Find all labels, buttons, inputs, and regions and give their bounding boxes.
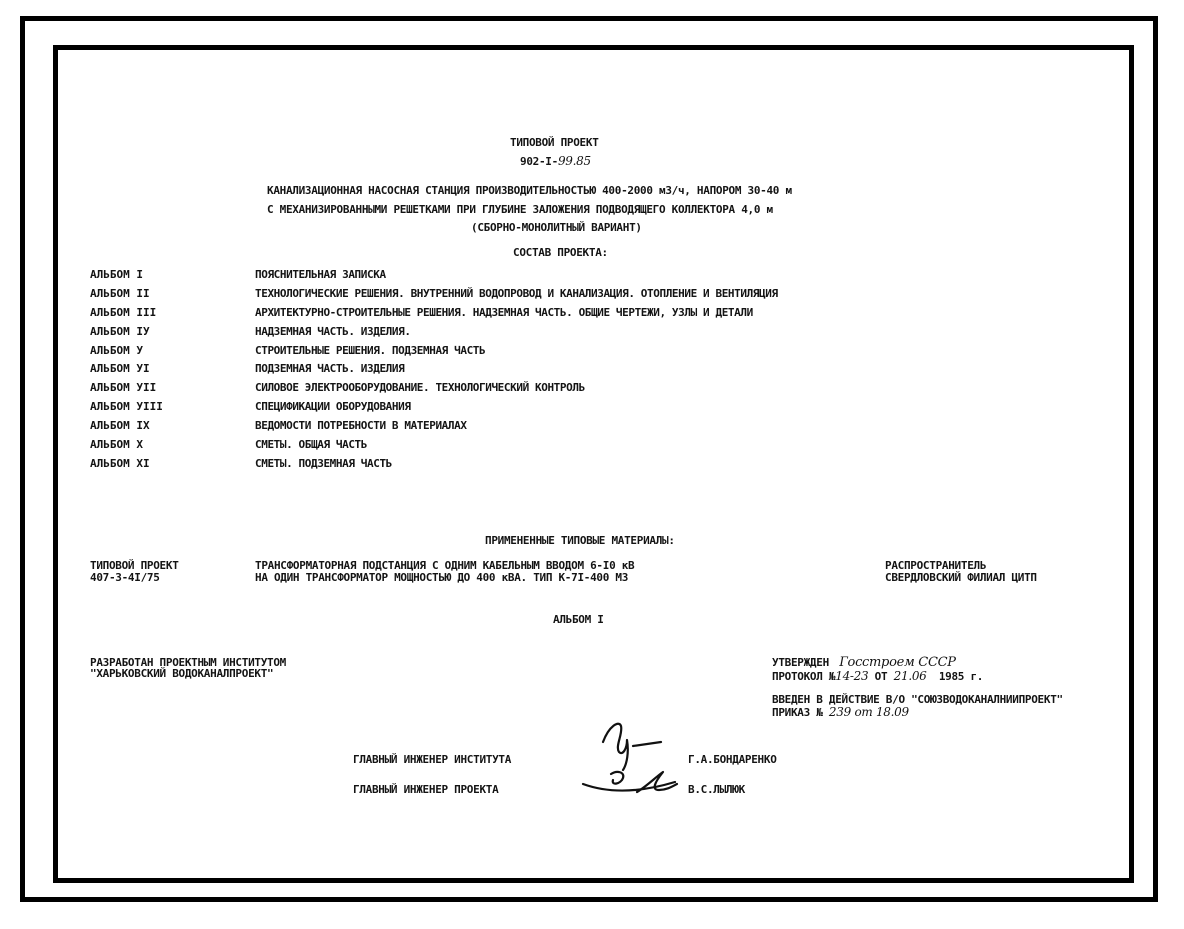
album-label: АЛЬБОМ X	[90, 438, 143, 452]
project-number-handwritten: 99.85	[557, 154, 591, 168]
distributor-line-2: СВЕРДЛОВСКИЙ ФИЛИАЛ ЦИТП	[885, 571, 1037, 584]
approved-by-handwritten: Госстроем СССР	[839, 655, 956, 670]
protocol-line	[772, 670, 983, 682]
order-label: ПРИКАЗ №	[772, 706, 823, 719]
album-label: АЛЬБОМ УII	[90, 381, 157, 395]
approved-line	[772, 656, 956, 669]
album-description: СПЕЦИФИКАЦИИ ОБОРУДОВАНИЯ	[255, 400, 411, 414]
developer-block	[90, 657, 286, 679]
protocol-number-handwritten: 14-23	[835, 669, 869, 683]
album-label: АЛЬБОМ УIII	[90, 400, 163, 414]
protocol-date-handwritten: 21.06	[893, 669, 927, 683]
album-description: ПОДЗЕМНАЯ ЧАСТЬ. ИЗДЕЛИЯ	[255, 362, 405, 376]
materials-ref-line-2: 407-3-4I/75	[90, 571, 160, 584]
order-handwritten: 239 от 18.09	[828, 705, 909, 719]
album-description: СИЛОВОЕ ЭЛЕКТРООБОРУДОВАНИЕ. ТЕХНОЛОГИЧЕСКИЙ КОНТРОЛЬ	[255, 381, 585, 395]
materials-desc-line-2: НА ОДИН ТРАНСФОРМАТОР МОЩНОСТЬЮ ДО 400 кВА. ТИП К-7I-400 М3	[255, 571, 629, 584]
album-description: ТЕХНОЛОГИЧЕСКИЕ РЕШЕНИЯ. ВНУТРЕННИЙ ВОДОПРОВОД И КАНАЛИЗАЦИЯ. ОТОПЛЕНИЕ И ВЕНТИЛЯЦИЯ	[255, 286, 778, 300]
protocol-label: ПРОТОКОЛ №	[772, 670, 836, 683]
signatory-name: Г.А.БОНДАРЕНКО	[688, 753, 777, 766]
composition-heading: СОСТАВ ПРОЕКТА:	[513, 246, 608, 259]
signatory-role: ГЛАВНЫЙ ИНЖЕНЕР ИНСТИТУТА	[353, 753, 512, 766]
title-line-2: С МЕХАНИЗИРОВАННЫМИ РЕШЕТКАМИ ПРИ ГЛУБИНЕ ЗАЛОЖЕНИЯ ПОДВОДЯЩЕГО КОЛЛЕКТОРА 4,0 м	[267, 203, 773, 216]
album-description: НАДЗЕМНАЯ ЧАСТЬ. ИЗДЕЛИЯ.	[255, 324, 411, 338]
album-title: АЛЬБОМ I	[553, 613, 604, 626]
materials-description	[255, 560, 634, 584]
signatory-role: ГЛАВНЫЙ ИНЖЕНЕР ПРОЕКТА	[353, 783, 499, 796]
album-description: ВЕДОМОСТИ ПОТРЕБНОСТИ В МАТЕРИАЛАХ	[255, 419, 467, 433]
signature-stroke-2	[633, 742, 661, 746]
protocol-from: ОТ	[874, 670, 888, 683]
developer-line-1: РАЗРАБОТАН ПРОЕКТНЫМ ИНСТИТУТОМ	[90, 656, 286, 669]
signature-stroke-3	[611, 772, 623, 784]
album-description: СМЕТЫ. ПОДЗЕМНАЯ ЧАСТЬ	[255, 456, 392, 470]
album-label: АЛЬБОМ УI	[90, 362, 150, 376]
materials-heading: ПРИМЕНЕННЫЕ ТИПОВЫЕ МАТЕРИАЛЫ:	[485, 534, 675, 547]
album-label: АЛЬБОМ II	[90, 286, 150, 300]
distributor-line-1: РАСПРОСТРАНИТЕЛЬ	[885, 559, 987, 572]
signature-stroke-1	[603, 724, 628, 770]
title-line-1: КАНАЛИЗАЦИОННАЯ НАСОСНАЯ СТАНЦИЯ ПРОИЗВОДИТЕЛЬНОСТЬЮ 400-2000 м3/ч, НАПОРОМ 30-40 м	[267, 184, 792, 197]
order-line	[772, 706, 909, 718]
album-label: АЛЬБОМ IУ	[90, 324, 150, 338]
protocol-year: 1985 г.	[938, 670, 984, 683]
album-description: СТРОИТЕЛЬНЫЕ РЕШЕНИЯ. ПОДЗЕМНАЯ ЧАСТЬ	[255, 343, 486, 357]
title-line-3: (СБОРНО-МОНОЛИТНЫЙ ВАРИАНТ)	[471, 221, 642, 234]
album-label: АЛЬБОМ У	[90, 343, 143, 357]
approved-label: УТВЕРЖДЕН	[772, 656, 829, 669]
project-number-printed: 902-I-	[520, 155, 558, 168]
materials-reference	[90, 560, 179, 584]
signature-stroke-5	[637, 772, 677, 792]
project-number	[520, 155, 591, 167]
album-description: АРХИТЕКТУРНО-СТРОИТЕЛЬНЫЕ РЕШЕНИЯ. НАДЗЕМНАЯ ЧАСТЬ. ОБЩИЕ ЧЕРТЕЖИ, УЗЛЫ И ДЕТАЛИ	[255, 305, 753, 319]
signatory-name: В.С.ЛЫЛЮК	[688, 783, 745, 796]
album-label: АЛЬБОМ XI	[90, 456, 150, 470]
album-label: АЛЬБОМ III	[90, 305, 157, 319]
type-project-heading: ТИПОВОЙ ПРОЕКТ	[510, 136, 599, 149]
album-label: АЛЬБОМ I	[90, 268, 143, 281]
developer-line-2: "ХАРЬКОВСКИЙ ВОДОКАНАЛПРОЕКТ"	[90, 667, 274, 680]
album-description: ПОЯСНИТЕЛЬНАЯ ЗАПИСКА	[255, 268, 386, 281]
introduced-line: ВВЕДЕН В ДЕЙСТВИЕ В/О "СОЮЗВОДОКАНАЛНИИПРОЕКТ"	[772, 693, 1063, 706]
handwritten-signatures	[575, 712, 685, 812]
materials-distributor	[885, 560, 1037, 584]
materials-ref-line-1: ТИПОВОЙ ПРОЕКТ	[90, 559, 179, 572]
album-description: СМЕТЫ. ОБЩАЯ ЧАСТЬ	[255, 438, 368, 452]
materials-desc-line-1: ТРАНСФОРМАТОРНАЯ ПОДСТАНЦИЯ С ОДНИМ КАБЕЛЬНЫМ ВВОДОМ 6-I0 кВ	[255, 559, 635, 572]
album-label: АЛЬБОМ IX	[90, 419, 150, 433]
